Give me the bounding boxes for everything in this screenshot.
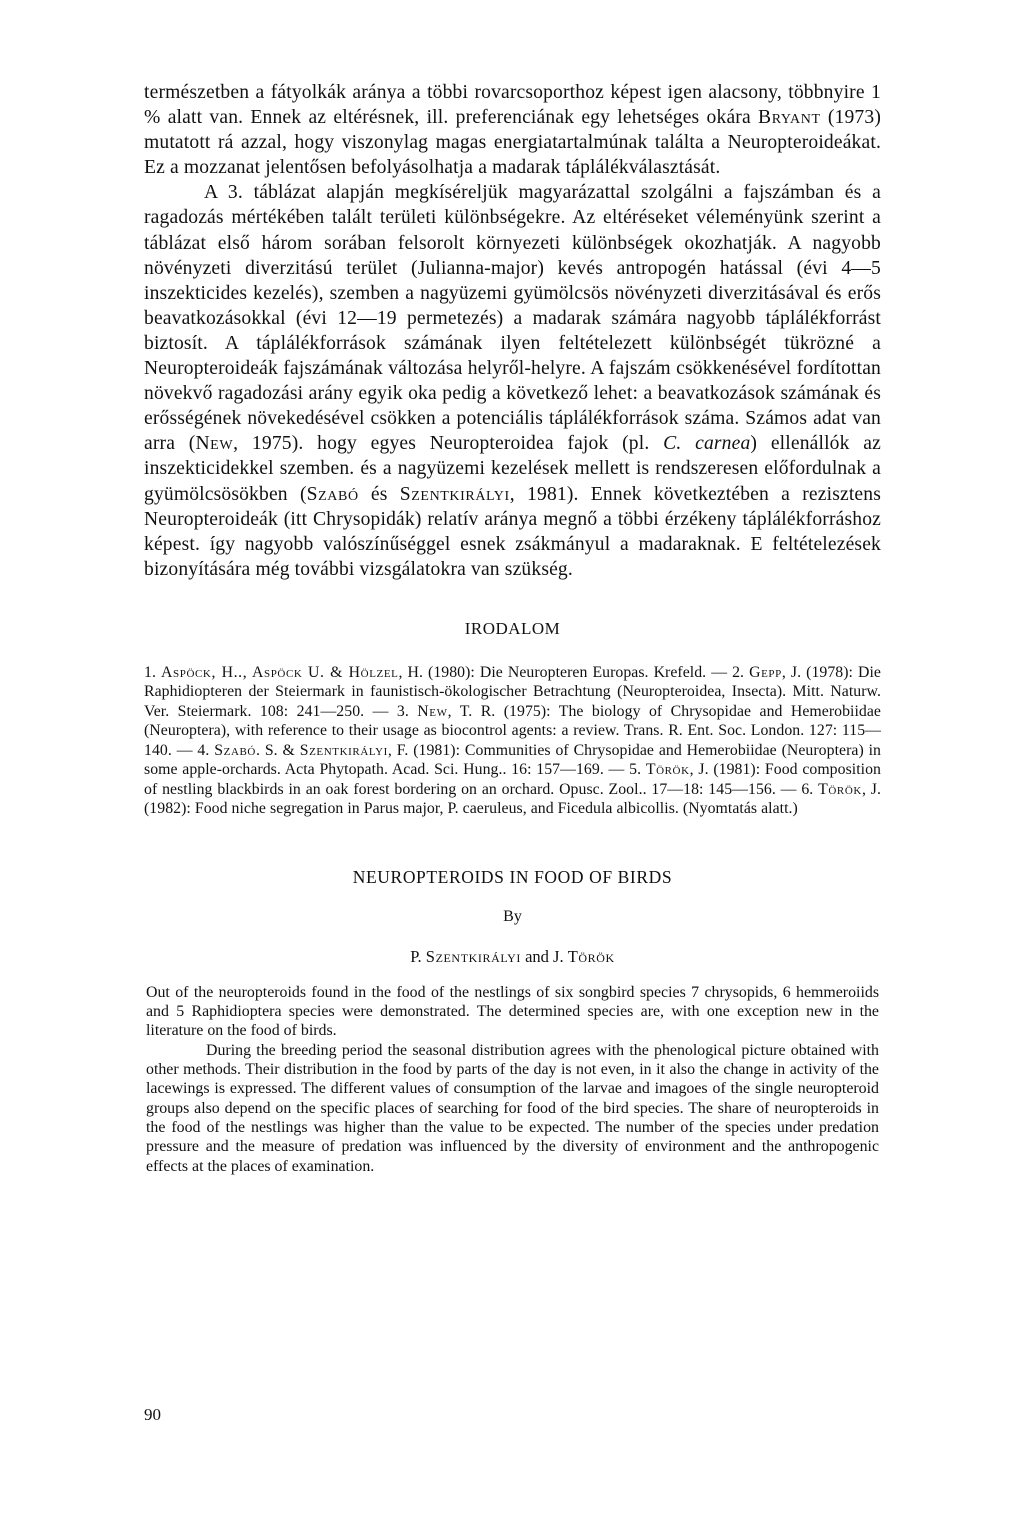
page-number: 90 (144, 1405, 161, 1424)
body-paragraph-1 (144, 80, 881, 180)
english-summary (144, 983, 881, 1176)
author-name: Szentkirályi (399, 483, 510, 505)
text-run: (1973) mutatott rá azzal, hogy viszonylag magas energiatartalmúnak találta a Neuropteroideákat. Ez a mozzanat jelentősen befolyásolhatja a madarak táplálékválasztását. (144, 107, 881, 179)
text-run: A 3. táblázat alapján megkíséreljük magyarázattal szolgálni a fajszámban és a ragadozás mértékében talált területi különbségekre. Az eltéréseket véleményünk szerint a táblázat első három sorában felsorolt környezeti különbségek okozhatják. A nagyobb növényzeti diverzitású terület (Julianna-major) kevés antropogén hatással (évi 4—5 inszekticides kezelés), szemben a nagyüzemi gyümölcsös növényzeti diverzitásával és erős beavatkozásokkal (évi 12—19 permetezés) a madarak számára nagyobb táplálékforrást biztosít. A táplálékforrások számának ilyen feltételezett különbségét tükrözné a Neuropteroideák fajszámának változása helyről-helyre. A fajszám csökkenésével fordítottan növekvő ragadozási arány egyik oka pedig a következő lehet: a beavatkozások számának és erősségének növekedésével csökken a potenciális táplálékforrások száma. Számos adat van arra ( (144, 182, 881, 455)
reference-item: 4. Szabó. S. & (197, 741, 300, 759)
english-title: NEUROPTEROIDS IN FOOD OF BIRDS (352, 866, 673, 887)
literature-heading: IRODALOM (464, 618, 561, 638)
text-run: és (358, 483, 400, 505)
species-name: C. carnea (663, 433, 751, 455)
author-name: Szabó (306, 483, 359, 505)
text-run: ) ellenállók az inszekticidekkel szemben. és a nagyüzemi kezelések mellett is rendszeresen előfordulnak a gyümölcsösökben ( (144, 433, 881, 505)
reference-item: Szentkirályi, F. (1981): Communities of Chrysopidae and Hemerobiidae (Neuroptera) in some apple-orchards. Acta Phytopath. Acad. Sci. Hung.. 16: 157—169. — (144, 741, 881, 779)
author-name: Bryant (758, 107, 821, 129)
reference-item: 3. New, T. R. (1975): The biology of Chrysopidae and Hemerobiidae (Neuroptera), with reference to their usage as biocontrol agents: a review. Trans. R. Ent. Soc. London. 127: 115—140. — (144, 702, 881, 759)
byline: By (503, 907, 522, 925)
summary-paragraph-1: Out of the neuropteroids found in the food of the nestlings of six songbird species 7 chrysopids, 6 hemmeroiids and 5 Raphidioptera species were demonstrated. The determined species are, with one exception new in the literature on the food of birds. (146, 983, 879, 1040)
reference-item: 6. Török, J. (1982): Food niche segregation in Parus major, P. caeruleus, and Ficedula albicollis. (Nyomtatás alatt.) (144, 780, 881, 818)
reference-item: 2. Gepp, J. (1978): Die Raphidiopteren der Steiermark in faunistisch-ökologischer Betrachtung (Neuropteroidea, Insecta). Mitt. Naturw. Ver. Steiermark. 108: 241—250. — (144, 663, 881, 720)
text-run: , 1975). hogy egyes Neuropteroidea fajok (pl. (233, 433, 664, 455)
page-content (144, 80, 881, 1176)
text-run: természetben a fátyolkák aránya a többi rovarcsoporthoz képest igen alacsony, többnyire 1 % alatt van. Ennek az eltérésnek, ill. preferenciának egy lehetséges okára (144, 82, 881, 129)
reference-item: 1. Aspöck, H.., Aspöck U. & Hölzel, H. (1980): Die Neuropteren Europas. Krefeld. — (144, 663, 733, 681)
summary-paragraph-2: During the breeding period the seasonal distribution agrees with the phenological picture obtained with other methods. Their distribution in the food by parts of the day is not even, in it also the change in activity of the lacewings is expressed. The different values of consumption of the larvae and imagoes of the single neuropteroid groups also depend on the specific places of searching for food of the bird species. The share of neuropteroids in the food of the nestlings was higher than the value to be expected. The number of the species under predation pressure and the measure of predation was influenced by the diversity of environment and the anthropogenic effects at the places of examination. (146, 1041, 879, 1175)
author-name: New (195, 433, 234, 455)
reference-item: 5. Török, J. (1981): Food composition of nestling blackbirds in an oak forest bordering on an orchard. Opusc. Zool.. 17—18: 145—156. — (144, 761, 881, 798)
authors-line: P. Szentkirályi and J. Török (410, 946, 615, 966)
reference-list (144, 663, 881, 819)
body-paragraph-2 (144, 180, 881, 582)
text-run: , 1981). Ennek következtében a rezisztens Neuropteroideák (itt Chrysopidák) relatív aránya megnő a többi érzékeny táplálékforráshoz képest. így nagyobb valószínűséggel esnek zsákmányul a madaraknak. E feltételezések bizonyítására még további vizsgálatokra van szükség. (144, 483, 881, 580)
